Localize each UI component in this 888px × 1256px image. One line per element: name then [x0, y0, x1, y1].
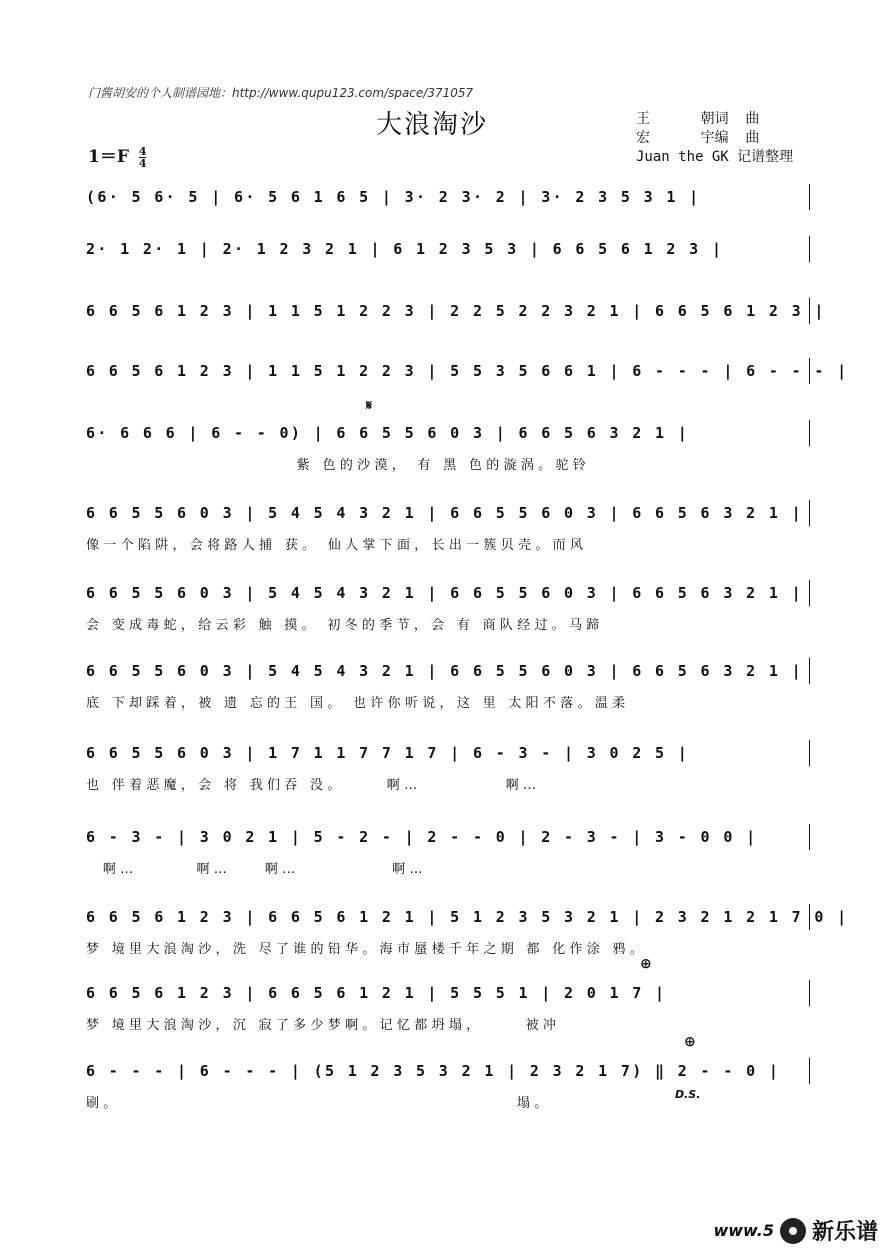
credits: 王 朝词 曲 宏 宇编 曲 Juan the GK 记谱整理	[636, 111, 794, 165]
key-signature	[88, 142, 146, 169]
notation-line: (6· 5 6· 5 | 6· 5 6 1 6 5 | 3· 2 3· 2 | 3· 2 3 5 3 1 |	[86, 184, 810, 210]
song-title: 大浪淘沙	[376, 110, 489, 140]
score-system-3	[86, 298, 826, 332]
lyric-line: 梦 境里大浪淘沙，沉 寂了多少梦啊。记忆都坍塌， 被冲	[86, 1018, 561, 1033]
time-denominator: 4	[138, 157, 147, 170]
notation-line: 6 6 5 6 1 2 3 | 6 6 5 6 1 2 1 | 5 5 5 1 | 2 0 1 7 |	[86, 980, 810, 1006]
score-system-12	[86, 980, 810, 1033]
lyric-line: 也 伴着恶魔，会 将 我们吞 没。 啊… 啊…	[86, 778, 541, 793]
notation-line: 6· 6 6 6 | 6 - - 0) | 6 6 5 5 6 0 3 | 6 6 5 6 3 2 1 |	[86, 420, 810, 446]
score-system-5	[86, 420, 810, 473]
score-system-1	[86, 184, 810, 218]
notation-line: 6 6 5 6 1 2 3 | 1 1 5 1 2 2 3 | 2 2 5 2 2 3 2 1 | 6 6 5 6 1 2 3 |	[86, 298, 810, 324]
lyric-line: 刷。 塌。	[86, 1096, 552, 1111]
score-system-7	[86, 580, 810, 633]
notation-line: 6 6 5 5 6 0 3 | 5 4 5 4 3 2 1 | 6 6 5 5 6 0 3 | 6 6 5 6 3 2 1 |	[86, 580, 810, 606]
score-system-6	[86, 500, 810, 553]
coda-mark-1: ⊕	[640, 956, 652, 972]
notation-line: 6 - 3 - | 3 0 2 1 | 5 - 2 - | 2 - - 0 | 2 - 3 - | 3 - 0 0 |	[86, 824, 810, 850]
score-system-13	[86, 1058, 810, 1111]
record-icon	[780, 1218, 806, 1244]
notation-line: 6 6 5 6 1 2 3 | 6 6 5 6 1 2 1 | 5 1 2 3 5 3 2 1 | 2 3 2 1 2 1 7 0 |	[86, 904, 810, 930]
segno-mark: 𝄋	[366, 398, 373, 414]
lyric-line: 紫 色的沙漠， 有 黑 色的漩涡。驼铃	[86, 458, 591, 473]
key-label: 1＝F	[88, 147, 129, 167]
notation-line: 6 - - - | 6 - - - | (5 1 2 3 5 3 2 1 | 2 3 2 1 7) ‖ 2 - - 0 |	[86, 1058, 810, 1084]
site-logo	[713, 1215, 878, 1246]
time-numerator: 4	[138, 145, 147, 158]
score-system-9	[86, 740, 810, 793]
notation-line: 6 6 5 5 6 0 3 | 5 4 5 4 3 2 1 | 6 6 5 5 6 0 3 | 6 6 5 6 3 2 1 |	[86, 658, 810, 684]
score-system-10	[86, 824, 810, 877]
score-system-2	[86, 236, 810, 270]
lyric-line: 会 变成毒蛇，给云彩 触 摸。 初冬的季节，会 有 商队经过。马蹄	[86, 618, 604, 633]
notation-line: 6 6 5 5 6 0 3 | 1 7 1 1 7 7 1 7 | 6 - 3 - | 3 0 2 5 |	[86, 740, 810, 766]
score-system-11	[86, 904, 849, 957]
logo-name: 新乐谱	[811, 1220, 878, 1245]
notation-line: 6 6 5 5 6 0 3 | 5 4 5 4 3 2 1 | 6 6 5 5 6 0 3 | 6 6 5 6 3 2 1 |	[86, 500, 810, 526]
time-signature	[139, 146, 147, 169]
lyric-line: 底 下却踩着，被 遗 忘的王 国。 也许你听说，这 里 太阳不落。温柔	[86, 696, 630, 711]
score-system-4	[86, 358, 849, 392]
source-line: 门酱胡安的个人制谱园地：http://www.qupu123.com/space/371057	[88, 86, 474, 100]
logo-url: www.5	[713, 1221, 774, 1240]
notation-line: 2· 1 2· 1 | 2· 1 2 3 2 1 | 6 1 2 3 5 3 | 6 6 5 6 1 2 3 |	[86, 236, 810, 262]
notation-line: 6 6 5 6 1 2 3 | 1 1 5 1 2 2 3 | 5 5 3 5 6 6 1 | 6 - - - | 6 - - - |	[86, 358, 810, 384]
coda-mark-2: ⊕	[684, 1034, 696, 1050]
lyric-line: 像一个陷阱，会将路人捕 获。 仙人掌下面，长出一簇贝壳。而风	[86, 538, 588, 553]
ds-mark: D.S.	[675, 1088, 701, 1101]
lyric-line: 啊… 啊… 啊… 啊…	[86, 862, 427, 877]
score-system-8	[86, 658, 810, 711]
lyric-line: 梦 境里大浪淘沙，洗 尽了谁的铅华。海市蜃楼千年之期 都 化作涂 鸦。	[86, 942, 648, 957]
